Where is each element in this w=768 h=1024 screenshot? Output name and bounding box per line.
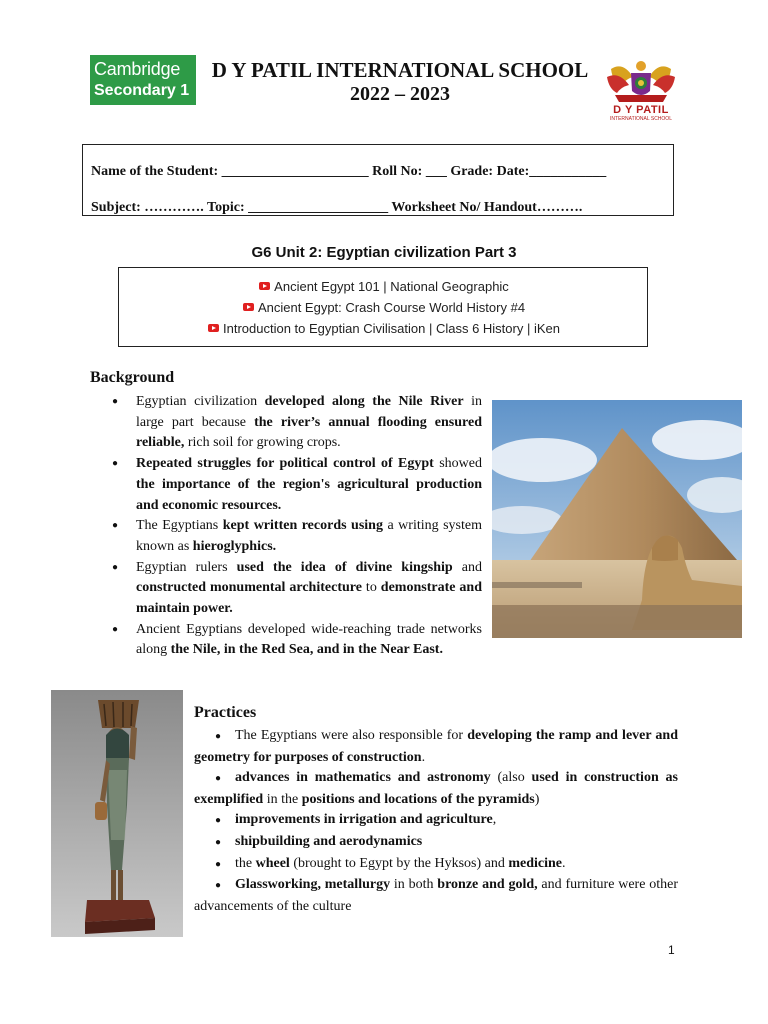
school-name: D Y PATIL INTERNATIONAL SCHOOL	[211, 58, 589, 82]
student-info-row-1: Name of the Student: _____________________ Roll No: ___ Grade: Date:___________	[91, 164, 607, 179]
list-item: ● the wheel (brought to Egypt by the Hyksos) and medicine.	[215, 855, 566, 871]
cambridge-logo-line2: Secondary 1	[94, 82, 190, 99]
youtube-icon	[208, 324, 219, 332]
list-item: ● Egyptian civilization developed along the Nile River in large part because the river’s annual flooding ensured reliable, rich soil for growing crops.	[108, 392, 482, 454]
list-item: ● Egyptian rulers used the idea of divine kingship and constructed monumental architecture to demonstrate and maintain power.	[108, 558, 482, 620]
video-link-3-label: Introduction to Egyptian Civilisation | Class 6 History | iKen	[223, 321, 560, 336]
list-item: ● The Egyptians kept written records using a writing system known as hieroglyphics.	[108, 516, 482, 557]
student-info-row-2: Subject: …………. Topic: ____________________ Worksheet No/ Handout……….	[91, 200, 583, 215]
video-links-box	[118, 267, 648, 347]
list-item: ● Repeated struggles for political control of Egypt showed the importance of the region's agricultural production and economic resources.	[108, 454, 482, 516]
pyramid-sphinx-photo	[492, 400, 742, 638]
video-link-2[interactable]	[119, 300, 649, 315]
crest-subtitle: INTERNATIONAL SCHOOL	[610, 116, 672, 122]
egyptian-statue-photo	[51, 690, 183, 937]
unit-title: G6 Unit 2: Egyptian civilization Part 3	[251, 244, 517, 261]
background-heading: Background	[90, 369, 175, 386]
video-link-1-label: Ancient Egypt 101 | National Geographic	[274, 279, 509, 294]
student-info-box	[82, 144, 674, 216]
list-item: ● The Egyptians were also responsible for developing the ramp and lever and geometry for purposes of construction.	[194, 728, 679, 765]
video-link-3[interactable]	[119, 321, 649, 336]
practices-heading: Practices	[194, 704, 257, 721]
cambridge-logo-line1: Cambridge	[94, 59, 181, 79]
youtube-icon	[259, 282, 270, 290]
practices-list	[194, 726, 678, 917]
background-list	[108, 392, 482, 661]
list-item: ● improvements in irrigation and agriculture,	[215, 812, 497, 828]
page-number: 1	[668, 943, 675, 957]
list-item: ● Ancient Egyptians developed wide-reaching trade networks along the Nile, in the Red Sea, and in the Near East.	[108, 620, 482, 661]
cambridge-logo	[90, 55, 196, 105]
list-item: ● advances in mathematics and astronomy (also used in construction as exemplified in the positions and locations of the pyramids)	[194, 770, 678, 807]
youtube-icon	[243, 303, 254, 311]
video-link-1[interactable]	[119, 279, 649, 294]
crest-title: D Y PATIL	[613, 104, 669, 116]
list-item: ● shipbuilding and aerodynamics	[215, 833, 423, 849]
school-crest-text	[598, 104, 684, 122]
video-link-2-label: Ancient Egypt: Crash Course World History #4	[257, 300, 526, 315]
list-item: ● Glassworking, metallurgy in both bronze and gold, and furniture were other advancements of the culture	[194, 877, 679, 914]
academic-year: 2022 – 2023	[350, 83, 450, 105]
